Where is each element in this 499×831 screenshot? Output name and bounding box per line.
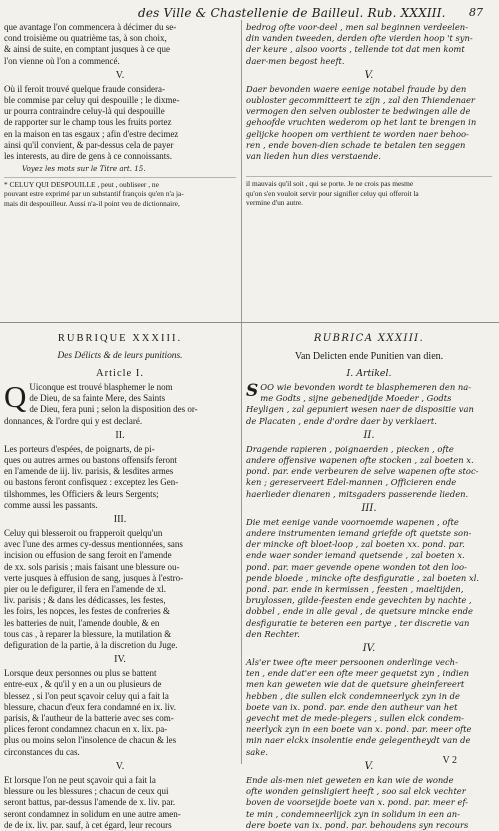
text-line: ofte wonden geinsligiert heeft , soo sal elck vechter bbox=[246, 786, 466, 797]
text-line: hebben , die sullen elck condemneerlyck zyn in de bbox=[246, 690, 460, 701]
dutch-article-2-number: II. bbox=[363, 429, 375, 441]
text-line: tilshommes, les Officiers & leurs Sergents; bbox=[4, 488, 159, 499]
french-article-2-number: II. bbox=[115, 429, 125, 441]
drop-cap: S bbox=[246, 381, 259, 401]
text-line: ken ; gereserveert Edel-mannen , Officieren ende bbox=[246, 477, 457, 488]
dutch-footnote bbox=[246, 179, 492, 208]
text-line: qu'on s'en vouloit servir pour signifier celuy qui offeroit la bbox=[246, 188, 419, 198]
text-line: Daer bevonden waere eenige notabel fraude by den bbox=[246, 83, 467, 94]
text-line: mais dit despouilleur. Aussi n'a-il point veu de dictionnaire, bbox=[4, 198, 180, 208]
text-line: ou bastons feront confisquez : exceptez les Gen- bbox=[4, 477, 179, 488]
dutch-article-5 bbox=[246, 775, 492, 831]
text-line: vermogen den selven oubloster te bedwingen alle de bbox=[246, 106, 471, 117]
text-line: pende bloede , mincke ofte desfiguratie , zal boeten xl. bbox=[246, 572, 480, 583]
text-line: blessez , si l'on peut sçavoir celuy qui a fait la bbox=[4, 690, 169, 701]
text-line: pouvant estre exprimé par un substantif françois qu'en n'a ja- bbox=[4, 189, 184, 199]
column-divider bbox=[241, 20, 242, 764]
text-line: plus ou moins selon l'insolence de chacun & les bbox=[4, 735, 177, 746]
text-line: men kan geweten wie dat de quetsure gheinfereert bbox=[246, 679, 465, 690]
text-line: vermine d'un autre. bbox=[246, 198, 303, 208]
text-line: min naer elckx insolentie ende gelegentheydt van de bbox=[246, 735, 471, 746]
french-column bbox=[4, 22, 236, 830]
rubrica-heading: RUBRICA XXXIII. bbox=[313, 333, 425, 344]
text-line: gehoofde vruchten wederom op het lant te brengen in bbox=[246, 117, 477, 128]
text-line: der mincke oft bloet-loop , zal boeten xx. pond. par. bbox=[246, 539, 465, 550]
text-line: daer-men begost heeft. bbox=[246, 55, 345, 66]
french-continuation bbox=[4, 22, 236, 67]
french-footnote bbox=[4, 180, 236, 209]
french-article-4-number: IV. bbox=[114, 654, 126, 666]
text-line: entre-eux , & qu'il y en a un ou plusieurs de bbox=[4, 679, 162, 690]
text-line: Lorsque deux personnes ou plus se battent bbox=[4, 668, 157, 679]
text-line: tous cas , à reparer la blessure, la mutilation & bbox=[4, 628, 172, 639]
text-line: neerlyck zyn in een boete van x. pond. par. meer ofte bbox=[246, 724, 472, 735]
text-line: Die met eenige vande voornoemde wapenen , ofte bbox=[246, 516, 459, 527]
text-line: dere boete van ix. pond. par. behoudens syn recours bbox=[246, 819, 469, 830]
text-line: Dragende rapieren , poignaerden , piecken , ofte bbox=[246, 443, 454, 454]
french-article-v-number: V. bbox=[115, 69, 125, 81]
text-line: Où il feroit trouvé quelque fraude considera- bbox=[4, 83, 165, 94]
text-line: pond. par. ende verbeuren de selve wapenen ofte stoc- bbox=[246, 466, 479, 477]
text-line: en l'amende de iij. liv. parisis, & lesdites armes bbox=[4, 466, 174, 477]
artikel-heading: I. Artikel. bbox=[346, 368, 392, 379]
dutch-continuation bbox=[246, 22, 492, 67]
text-line: en la maison en tas esgaux ; afin d'estre decimez bbox=[4, 128, 179, 139]
text-line: ur pourra contraindre celuy-là qui despouille bbox=[4, 106, 165, 117]
text-line: Heyligen , zal gepuniert wesen naer de dispositie van bbox=[246, 404, 474, 415]
dutch-column bbox=[246, 22, 492, 830]
text-line: boete van ix. pond. par. ende den autheur van het bbox=[246, 701, 458, 712]
text-line: de Dieu, de sa fainte Mere, des Saints bbox=[29, 393, 166, 404]
french-article-4 bbox=[4, 668, 236, 758]
text-line: circonstances du cas. bbox=[4, 746, 80, 757]
text-line: verte jusques à effusion de sang, jusques à l'estro- bbox=[4, 572, 184, 583]
text-line: te min , condemneerlijck zyn in solidum in een an- bbox=[246, 808, 460, 819]
text-line: les interests, au dire de gens à ce connoissants. bbox=[4, 151, 172, 162]
text-line: me Godts , sijne gebenedijde Moeder , Godts bbox=[260, 393, 452, 404]
page-number: 87 bbox=[469, 6, 483, 19]
text-line: plices feront condamnez chacun en x. lix. pa- bbox=[4, 724, 168, 735]
text-line: Ende als-men niet geweten en kan wie de wonde bbox=[246, 774, 454, 785]
dutch-article-4-number: IV. bbox=[362, 643, 376, 655]
voyez-note: Voyez les mots sur le Titre art. 15. bbox=[22, 164, 146, 174]
text-line: ble commise par celuy qui despouille ; le dixme- bbox=[4, 95, 180, 106]
text-line: Uiconque est trouvé blasphemer le nom bbox=[29, 382, 173, 392]
dutch-article-1 bbox=[246, 382, 492, 427]
french-article-5-number: V. bbox=[115, 760, 125, 772]
text-line: parisis, & l'autheur de la batterie avec ses com- bbox=[4, 713, 174, 724]
text-line: l'on vienne où l'on a commencé. bbox=[4, 55, 120, 66]
french-article-v-text bbox=[4, 84, 236, 162]
text-line: avec l'une des armes cy-dessus mentionnées, sans bbox=[4, 539, 183, 550]
dutch-article-2 bbox=[246, 444, 492, 500]
text-line: pier ou le defigurer, il fera en l'amende de xl. bbox=[4, 584, 166, 595]
text-line: * CELUY QUI DESPOUILLE , peut , oubliseer , ne bbox=[4, 179, 159, 189]
text-line: Celuy qui blesseroit ou frapperoit quelqu'un bbox=[4, 528, 163, 539]
text-line: de rapporter sur le champ tous les fruits portez bbox=[4, 117, 172, 128]
french-article-3 bbox=[4, 528, 236, 651]
text-line: les batteries de nuit, l'amende double, & en bbox=[4, 617, 160, 628]
dutch-article-3 bbox=[246, 517, 492, 640]
text-line: Et lorsque l'on ne peut sçavoir qui a fait la bbox=[4, 774, 156, 785]
text-line: den Rechter. bbox=[246, 628, 300, 639]
french-article-2 bbox=[4, 444, 236, 511]
drop-cap: Q bbox=[4, 379, 27, 414]
running-header bbox=[0, 6, 499, 20]
rubrica-subtitle: Van Delicten ende Punitien van dien. bbox=[294, 351, 444, 362]
text-line: comme aussi les passants. bbox=[4, 499, 98, 510]
text-line: van lieden hun dies verstaende. bbox=[246, 151, 381, 162]
text-line: seront battus, par-dessus l'amende de x. liv. par. bbox=[4, 797, 176, 808]
text-line: de Dieu, fera puni ; selon la disposition des or- bbox=[29, 404, 198, 415]
text-line: blessure, chacun d'eux fera condamné en ix. liv. bbox=[4, 701, 176, 712]
top-french-block bbox=[4, 22, 236, 208]
signature-mark: V 2 bbox=[442, 755, 457, 766]
text-line: les foirs, les nopces, les festes de confreries & bbox=[4, 606, 170, 617]
text-line: haerlieder dienaren , mitsgaders passerende lieden. bbox=[246, 488, 469, 499]
rubrique-heading: RUBRIQUE XXXIII. bbox=[57, 333, 183, 344]
text-line: din vanden tweeden, derden ofte vierden hoop 't syn- bbox=[246, 33, 473, 44]
text-line: incision ou effusion de sang feroit en l'amende bbox=[4, 550, 172, 561]
top-dutch-block bbox=[246, 22, 492, 208]
french-article-3-number: III. bbox=[113, 514, 127, 526]
dutch-article-4 bbox=[246, 657, 492, 758]
text-line: oubloster gecommitteert te zijn , zal den Thiendenaer bbox=[246, 95, 475, 106]
text-line: gevecht met de mede-plegers , sullen elck condem- bbox=[246, 713, 465, 724]
text-line: boven de voorseijde boete van x. pond. par. meer ef- bbox=[246, 797, 468, 808]
french-rubric bbox=[4, 332, 236, 831]
text-line: der keure , alsoo voorts , tellende tot dat men komt bbox=[246, 44, 465, 55]
dutch-article-5-number: V. bbox=[364, 760, 374, 772]
text-line: il mauvais qu'il soit , qui se porte. Je ne crois pas mesme bbox=[246, 179, 414, 189]
french-article-1 bbox=[4, 379, 236, 427]
text-line: de Placaten , ende d'ordre daer by verklaert. bbox=[246, 415, 437, 426]
text-line: desfiguratie te beteren een partye , ter discretie van bbox=[246, 617, 470, 628]
text-line: de xx. sols parisis ; mais faisant une blessure ou- bbox=[4, 561, 180, 572]
text-line: seront condamnez in solidum en une autre amen- bbox=[4, 808, 181, 819]
text-line: ten , ende dat'er een ofte meer gequetst zyn , indien bbox=[246, 668, 469, 679]
text-line: dobbel , ende in alle geval , de quetsure mincke ende bbox=[246, 606, 473, 617]
article-heading: Article I. bbox=[96, 368, 144, 379]
rubrique-subtitle: Des Délicts & de leurs punitions. bbox=[57, 351, 183, 361]
text-line: liv. parisis ; & dans les dédicasses, les festes, bbox=[4, 595, 166, 606]
text-line: Les porteurs d'espées, de poignarts, de pi- bbox=[4, 443, 155, 454]
text-line: sake. bbox=[246, 746, 268, 757]
text-line: Als'er twee ofte meer persoonen onderlinge vech- bbox=[246, 657, 458, 668]
text-line: OO wie bevonden wordt te blasphemeren den na- bbox=[260, 382, 472, 392]
text-line: pond. par. maer gevende opene wonden tot den loo- bbox=[246, 561, 467, 572]
text-line: donnances, & l'ordre qui y est declaré. bbox=[4, 415, 143, 426]
text-line: ende waer sonder iemand quetsende , zal boeten x. bbox=[246, 550, 465, 561]
text-line: ainsi qu'il convient, & par-dessus cela de payer bbox=[4, 139, 174, 150]
dutch-article-v-text bbox=[246, 84, 492, 162]
text-line: & ainsi de suite, en comptant jusques à ce que bbox=[4, 44, 170, 55]
text-line: cond troisième ou quatrième tas, à son choix, bbox=[4, 33, 167, 44]
text-line: de de ix. liv. par. sauf, à cet égard, leur recours bbox=[4, 819, 172, 830]
text-line: bruylossen, gilde-feesten ende gevechten by nachte , bbox=[246, 595, 472, 606]
text-line: defiguration de la partie, à la discretion du Juge. bbox=[4, 640, 178, 651]
text-line: bedrog ofte voor-deel , men sal beginnen verdeelen- bbox=[246, 22, 469, 32]
text-line: andere offensive wapenen ofte stocken , zal boeten x. bbox=[246, 455, 474, 466]
text-line: pond. par. ende in kermissen , feesten , maeltijden, bbox=[246, 584, 464, 595]
dutch-article-v-number: V. bbox=[364, 69, 374, 81]
text-line: gelijcke hoopen om verthient te worden naer behoo- bbox=[246, 128, 469, 139]
text-line: ren , ende boven-dien schade te betalen ten seggen bbox=[246, 139, 466, 150]
text-line: andere instrumenten iemand griefde oft quetste son- bbox=[246, 528, 472, 539]
text-line: blessure ou les blessures ; chacun de ceux qui bbox=[4, 786, 169, 797]
running-title: des Ville & Chastellenie de Bailleul. Rub. XXXIII. bbox=[138, 6, 446, 20]
french-article-5 bbox=[4, 775, 236, 831]
dutch-article-3-number: III. bbox=[361, 502, 377, 514]
text-line: ques ou autres armes ou bastons offensifs feront bbox=[4, 455, 178, 466]
text-line: que avantage l'on commencera à décimer du se- bbox=[4, 22, 177, 32]
